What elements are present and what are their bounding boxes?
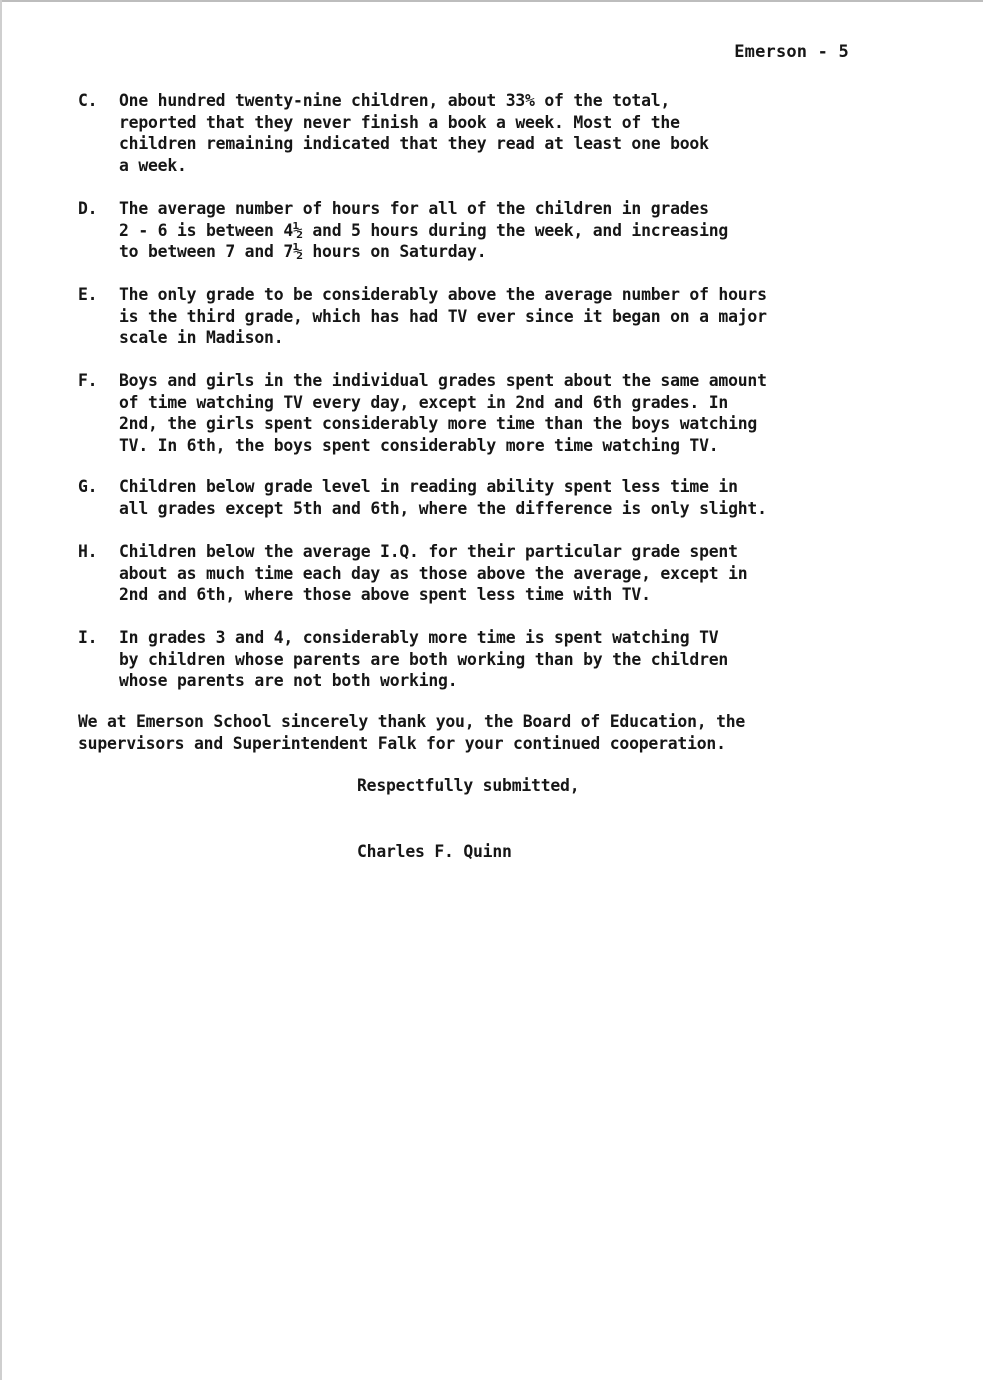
list-item-letter: F.: [78, 371, 98, 390]
page-edge-top: [0, 0, 983, 2]
signoff: Respectfully submitted,: [357, 776, 580, 795]
list-item-letter: E.: [78, 285, 98, 304]
list-item-g: [78, 476, 848, 519]
list-item-letter: H.: [78, 542, 98, 561]
list-item-letter: I.: [78, 628, 98, 647]
list-item-text: One hundred twenty-nine children, about 33% of the total, reported that they never finish a book a week. Most of the children remaining indicated that they read at least one book a week.: [119, 91, 709, 175]
list-item-i: [78, 627, 848, 692]
list-item-text: Children below grade level in reading ability spent less time in all grades except 5th and 6th, where the difference is only slight.: [119, 477, 767, 518]
signature-name: Charles F. Quinn: [357, 842, 512, 861]
list-item-text: Children below the average I.Q. for their particular grade spent about as much time each day as those above the average, except in 2nd and 6th, where those above spent less time with TV.: [119, 542, 748, 604]
list-item-letter: C.: [78, 91, 98, 110]
list-item-d: [78, 198, 848, 263]
list-item-text: The only grade to be considerably above the average number of hours is the third grade, which has had TV ever since it began on a major scale in Madison.: [119, 285, 767, 347]
page-header: Emerson - 5: [734, 42, 849, 62]
list-item-letter: D.: [78, 199, 98, 218]
closing-paragraph: We at Emerson School sincerely thank you, the Board of Education, the supervisors and Superintendent Falk for your continued cooperation.: [78, 712, 746, 753]
page-edge-left: [0, 0, 2, 1380]
list-item-letter: G.: [78, 477, 98, 496]
list-item-text: In grades 3 and 4, considerably more time is spent watching TV by children whose parents are both working than by the children whose parents are not both working.: [119, 628, 729, 690]
list-item-text: Boys and girls in the individual grades spent about the same amount of time watching TV every day, except in 2nd and 6th grades. In 2nd, the girls spent considerably more time than the boys watching TV. In 6th, the boys spent considerably more time watching TV.: [119, 371, 767, 455]
list-item-f: [78, 370, 848, 456]
list-item-c: [78, 90, 848, 176]
list-item-e: [78, 284, 848, 349]
list-item-h: [78, 541, 848, 606]
list-item-text: The average number of hours for all of the children in grades 2 - 6 is between 4½ and 5 hours during the week, and increasing to between 7 and 7½ hours on Saturday.: [119, 199, 729, 261]
